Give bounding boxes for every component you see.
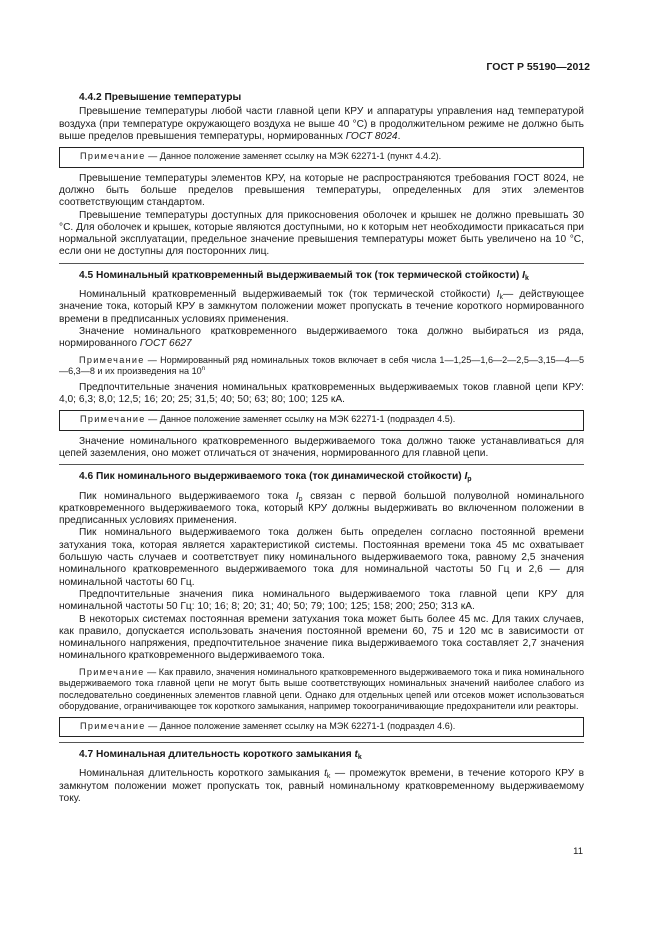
- text-span: — действующее значение тока, который КРУ в замкнутом положении может пропускать в течение короткого нормированного времени в предписанных условиях применения.: [59, 289, 584, 325]
- text-span: .: [397, 130, 401, 142]
- note-text: — Данное положение заменяет ссылку на МЭК 62271-1 (пункт 4.4.2).: [145, 151, 442, 162]
- section-heading-4-5: [59, 270, 584, 282]
- note-text: — Данное положение заменяет ссылку на МЭК 62271-1 (подраздел 4.6).: [145, 720, 456, 731]
- divider: [59, 464, 584, 465]
- symbol: I: [496, 289, 500, 301]
- text-span: Пик номинального выдерживаемого тока: [79, 490, 296, 502]
- symbol: t: [354, 749, 358, 761]
- symbol: I: [522, 269, 525, 281]
- standard-designation: ГОСТ Р 55190—2012: [486, 61, 590, 73]
- symbol-subscript: k: [524, 274, 529, 282]
- note-text: — Как правило, значения номинального кратковременного выдерживаемого тока и пика номинального выдерживаемого тока главной цепи не могут быть выше соответствующих номинальных значений наиболее слабого из последовательно соединенных элементов главной цепи. Однако для отдельных цепей или отсеков может использоваться оборудование, ограничивающее ток короткого замыкания, например токоограничивающие предохранители или реакторы.: [59, 666, 584, 712]
- text-span: — промежуток времени, в течение которого КРУ в замкнутом положении может пропускать ток, равный номинальному кратковременному выдерживаемому току.: [59, 768, 584, 805]
- section-heading-4-6: [59, 471, 584, 483]
- text-span: Значение номинального кратковременного выдерживаемого тока должно выбираться из ряда, нормированного: [59, 325, 584, 350]
- paragraph: Превышение температуры элементов КРУ, на которые не распространяются требования ГОСТ 8024, не должно быть больше пределов превышения температуры, определенных для этих элементов соответствующим стандартом.: [59, 172, 584, 209]
- note-text: — Данное положение заменяет ссылку на МЭК 62271-1 (подраздел 4.5).: [145, 414, 456, 425]
- paragraph: Превышение температуры доступных для прикосновения оболочек и крышек не должно превышать 30 °С. Для оболочек и крышек, которые являются доступными, но к которым нет необходимости прикасаться при нормальной эксплуатации, предельное значение превышения температуры может быть увеличено на 10 °С, если они не доступны для посторонних лиц.: [59, 209, 584, 258]
- note: [59, 355, 584, 378]
- symbol: t: [324, 768, 327, 780]
- divider: [59, 742, 584, 743]
- standard-reference: ГОСТ 6627: [139, 338, 192, 350]
- symbol-subscript: p: [467, 476, 472, 484]
- standard-reference: ГОСТ 8024: [345, 130, 398, 142]
- note-box: [59, 410, 584, 431]
- page-content: [59, 92, 584, 805]
- heading-text: 4.7 Номинальная длительность короткого замыкания: [79, 749, 355, 761]
- paragraph: Предпочтительные значения пика номинального выдерживаемого тока главной цепи КРУ для номинальной частоты 50 Гц: 10; 16; 8; 20; 31; 40; 50; 79; 100; 125; 158; 200; 250; 313 кА.: [59, 588, 584, 613]
- divider: [59, 263, 584, 264]
- text-span: связан с первой большой полуволной номинального кратковременного выдерживаемого тока, который КРУ должны выдерживать во включенном положении в предписанных условиях применения.: [59, 490, 584, 527]
- symbol-subscript: p: [298, 495, 303, 503]
- symbol-subscript: k: [357, 754, 362, 762]
- note-label: Примечание: [79, 666, 145, 677]
- page-number: 11: [573, 846, 583, 857]
- symbol: I: [295, 490, 299, 502]
- symbol-subscript: k: [499, 294, 503, 302]
- text-span: Номинальный кратковременный выдерживаемый ток (ток термической стойкости): [79, 289, 497, 301]
- section-heading-4-4-2: 4.4.2 Превышение температуры: [79, 92, 242, 103]
- note-label: Примечание: [80, 720, 146, 731]
- paragraph: Значение номинального кратковременного выдерживаемого тока должно также устанавливаться для цепей заземления, оно может отличаться от значения, нормированного для главной цепи.: [59, 435, 584, 459]
- text-span: Номинальная длительность короткого замыкания: [79, 768, 325, 780]
- paragraph: [59, 491, 584, 528]
- paragraph: Пик номинального выдерживаемого тока должен быть определен согласно постоянной времени затухания тока, которая является характеристикой системы. Постоянная времени тока 45 мс охватывает большую часть случаев и соответствует пику номинального выдерживаемого тока, равному 2,5 значения номинального кратковременного выдерживаемого тока для номинальной частоты 50 Гц и 2,6 — для номинальной частоты 60 Гц.: [59, 527, 584, 588]
- paragraph: В некоторых системах постоянная времени затухания тока может быть более 45 мс. Для таких случаев, как правило, допускается использовать значения постоянной времени 60, 75 и 120 мс в зависимости от номинального напряжения, предпочтительное значение пика выдерживаемого тока составляет 2,7 значения номинального кратковременного выдерживаемого тока.: [59, 613, 584, 662]
- paragraph: [59, 106, 584, 143]
- note-label: Примечание: [79, 354, 145, 365]
- note-box: [59, 147, 584, 168]
- paragraph: [59, 289, 584, 326]
- text-span: Превышение температуры любой части главной цепи КРУ и аппаратуры управления над температурой воздуха (при температуре окружающего воздуха не выше 40 °С) в продолжительном режиме не должно быть выше пределов превышения температуры, нормированных: [59, 106, 584, 142]
- paragraph: [59, 326, 584, 351]
- symbol-subscript: k: [326, 773, 331, 781]
- note-label: Примечание: [80, 151, 146, 162]
- note-label: Примечание: [80, 414, 146, 425]
- note-text: — Нормированный ряд номинальных токов включает в себя числа 1—1,25—1,6—2—2,5—3,15—4—5—6,3—8 и их произведения на 10: [59, 354, 584, 377]
- section-heading-4-7: [59, 749, 584, 761]
- exponent: n: [201, 366, 206, 373]
- note-box: [59, 717, 584, 738]
- note: [59, 667, 584, 713]
- paragraph: Предпочтительные значения номинальных кратковременных выдерживаемых токов главной цепи КРУ: 4,0; 6,3; 8,0; 12,5; 16; 20; 25; 31,5; 40; 50; 63; 80; 100; 125 кА.: [59, 381, 584, 405]
- symbol: I: [464, 471, 468, 483]
- heading-text: 4.6 Пик номинального выдерживаемого тока (ток динамической стойкости): [79, 471, 465, 483]
- heading-text: 4.5 Номинальный кратковременный выдерживаемый ток (ток термической стойкости): [79, 269, 523, 281]
- paragraph: [59, 768, 584, 805]
